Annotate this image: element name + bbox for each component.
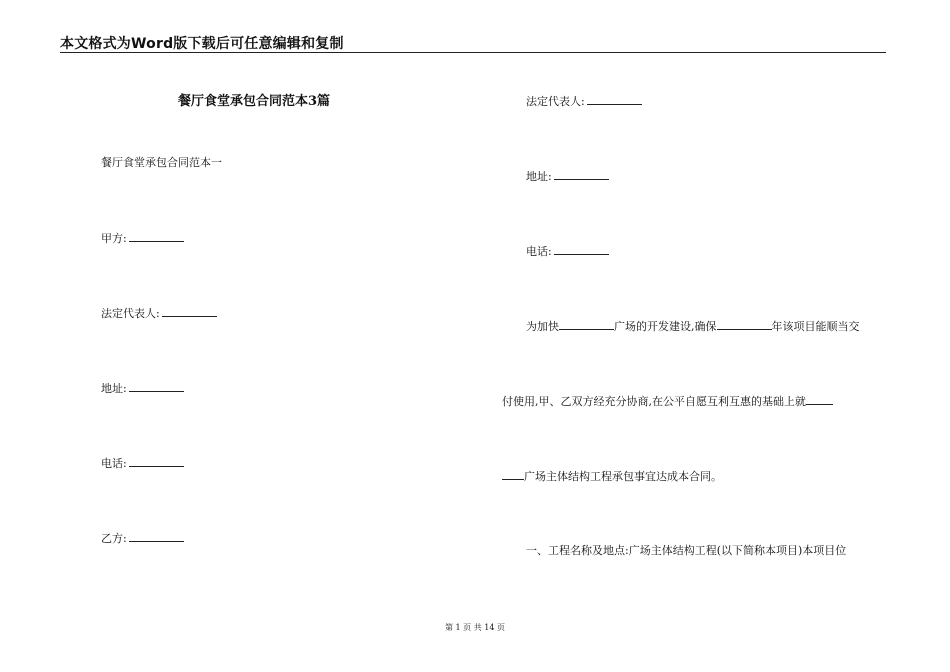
- left-legal-rep-line: [101, 306, 217, 321]
- contract-subtitle-text: 餐厅食堂承包合同范本一: [101, 156, 222, 169]
- paragraph-1-part-1: 为加快: [526, 320, 559, 333]
- plaza-name-blank-2: [502, 469, 524, 480]
- header-divider: [60, 52, 886, 53]
- left-address-line: [101, 381, 184, 396]
- party-b-blank: [129, 531, 184, 542]
- right-phone-line: [526, 244, 609, 259]
- right-phone-blank: [554, 244, 609, 255]
- page-footer: [0, 622, 950, 633]
- left-address-label: 地址:: [101, 382, 127, 395]
- left-phone-blank: [129, 456, 184, 467]
- paragraph-2-text: 付使用,甲、乙双方经充分协商,在公平自愿互利互惠的基础上就: [502, 395, 806, 408]
- party-a-line: [101, 231, 184, 246]
- right-legal-rep-blank: [587, 94, 642, 105]
- right-address-line: [526, 169, 609, 184]
- document-title: 餐厅食堂承包合同范本3篇: [178, 94, 331, 109]
- paragraph-line-2: [502, 394, 833, 409]
- right-address-label: 地址:: [526, 170, 552, 183]
- left-legal-rep-label: 法定代表人:: [101, 307, 160, 320]
- paragraph-1-part-2: 广场的开发建设,确保: [614, 320, 717, 333]
- paragraph-line-1: [526, 319, 860, 334]
- header-title: 本文格式为Word版下载后可任意编辑和复制: [60, 36, 344, 52]
- left-phone-label: 电话:: [101, 457, 127, 470]
- plaza-name-blank-1: [806, 394, 833, 405]
- right-phone-label: 电话:: [526, 245, 552, 258]
- right-address-blank: [554, 169, 609, 180]
- clause-1-text: 一、工程名称及地点:广场主体结构工程(以下简称本项目)本项目位: [526, 544, 847, 557]
- left-legal-rep-blank: [162, 306, 217, 317]
- clause-1-line: [526, 544, 846, 558]
- project-name-blank: [559, 319, 614, 330]
- left-address-blank: [129, 381, 184, 392]
- party-b-line: [101, 531, 184, 546]
- paragraph-3-text: 广场主体结构工程承包事宜达成本合同。: [524, 470, 722, 483]
- year-blank: [717, 319, 772, 330]
- party-b-label: 乙方:: [101, 532, 127, 545]
- page-number: 第 1 页 共 14 页: [445, 623, 505, 632]
- party-a-label: 甲方:: [101, 232, 127, 245]
- paragraph-line-3: [502, 469, 722, 484]
- paragraph-1-part-3: 年该项目能顺当交: [771, 320, 860, 333]
- right-legal-rep-line: [526, 94, 642, 109]
- party-a-blank: [129, 231, 184, 242]
- contract-subtitle: [101, 156, 222, 170]
- right-legal-rep-label: 法定代表人:: [526, 95, 585, 108]
- left-phone-line: [101, 456, 184, 471]
